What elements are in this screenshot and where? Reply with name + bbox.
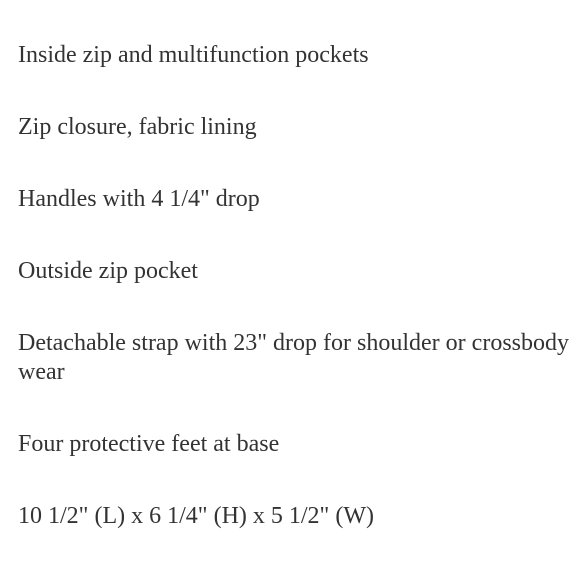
feature-item-closure: Zip closure, fabric lining <box>18 114 257 140</box>
product-details-list <box>18 41 580 574</box>
feature-item-pockets: Inside zip and multifunction pockets <box>18 42 369 68</box>
feature-item-dimensions: 10 1/2" (L) x 6 1/4" (H) x 5 1/2" (W) <box>18 503 374 529</box>
feature-item-strap: Detachable strap with 23" drop for shoulder or crossbody wear <box>18 330 569 385</box>
feature-item-feet: Four protective feet at base <box>18 431 280 457</box>
feature-item-handles: Handles with 4 1/4" drop <box>18 186 260 212</box>
feature-item-outside-pocket: Outside zip pocket <box>18 258 198 284</box>
